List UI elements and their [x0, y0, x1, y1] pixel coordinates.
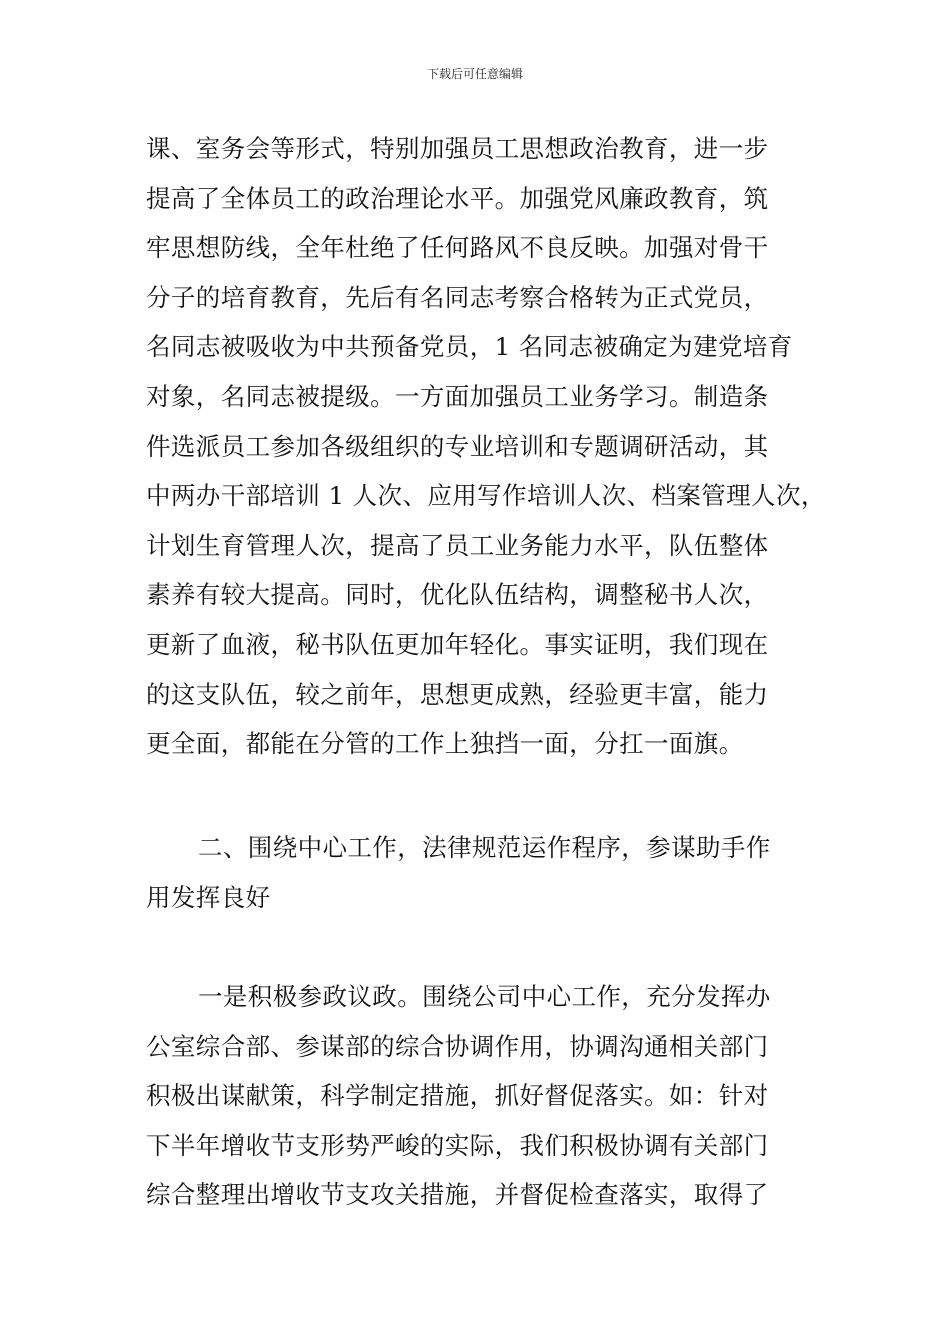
text-line: 的这支队伍，较之前年，思想更成熟，经验更丰富，能力 — [146, 679, 769, 709]
text-line: 素养有较大提高。同时，优化队伍结构，调整秘书人次， — [146, 580, 769, 610]
text-line: 名同志被吸收为中共预备党员，1 名同志被确定为建党培育 — [146, 332, 793, 362]
page-header: 下载后可任意编辑 — [426, 67, 523, 81]
text-line: 件选派员工参加各级组织的专业培训和专题调研活动，其 — [146, 431, 769, 461]
text-line: 分子的培育教育，先后有名同志考察合格转为正式党员， — [146, 282, 769, 312]
text-line: 积极出谋献策，科学制定措施，抓好督促落实。如：针对 — [146, 1081, 769, 1111]
text-line: 用发挥良好 — [146, 882, 271, 912]
text-line: 综合整理出增收节支攻关措施，并督促检查落实，取得了 — [146, 1180, 769, 1210]
text-line: 二、围绕中心工作，法律规范运作程序，参谋助手作 — [198, 833, 771, 862]
text-line: 中两办干部培训 1 人次、应用写作培训人次、档案管理人次， — [146, 481, 826, 511]
text-line: 牢思想防线，全年杜绝了任何路风不良反映。加强对骨干 — [146, 233, 769, 263]
text-line: 一是积极参政议政。围绕公司中心工作，充分发挥办 — [198, 982, 771, 1011]
text-line: 更全面，都能在分管的工作上独挡一面，分扛一面旗。 — [146, 729, 744, 759]
paragraph-staff-education — [146, 124, 836, 769]
section-heading — [146, 823, 836, 922]
text-line: 公室综合部、参谋部的综合协调作用，协调沟通相关部门 — [146, 1031, 769, 1061]
text-line: 下半年增收节支形势严峻的实际，我们积极协调有关部门 — [146, 1130, 769, 1160]
text-line: 提高了全体员工的政治理论水平。加强党风廉政教育，筑 — [146, 183, 769, 213]
text-line: 更新了血液，秘书队伍更加年轻化。事实证明，我们现在 — [146, 629, 769, 659]
text-line: 课、室务会等形式，特别加强员工思想政治教育，进一步 — [146, 134, 769, 163]
text-line: 对象，名同志被提级。一方面加强员工业务学习。制造条 — [146, 381, 769, 411]
paragraph-participation — [146, 972, 836, 1220]
text-line: 计划生育管理人次，提高了员工业务能力水平，队伍整体 — [146, 530, 769, 560]
